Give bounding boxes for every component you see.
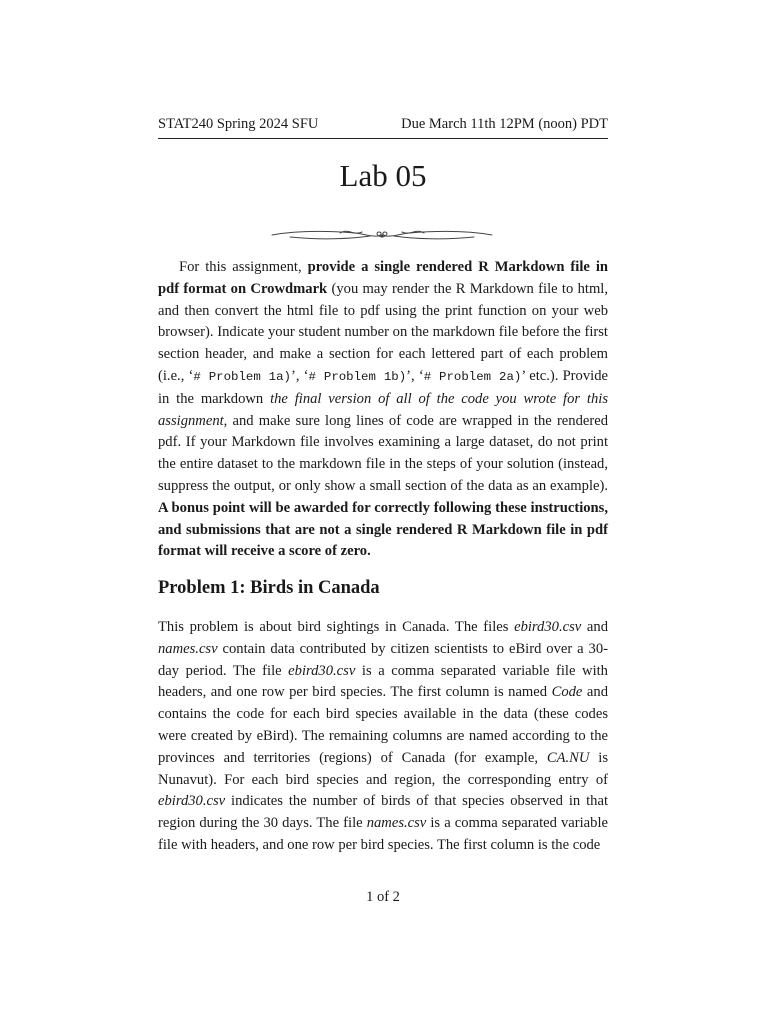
instructions-bold-requirement: provide a single rendered R Markdown file in pdf format on Crowdmark	[158, 259, 608, 297]
page-header	[158, 116, 608, 139]
page-title: Lab 05	[339, 158, 427, 193]
instructions-paragraph: For this assignment, provide a single rendered R Markdown file in pdf format on Crowdmark (you may render the R Markdown file to html, and then convert the html file to pdf using the print function on your web browser). Indicate your student number on the markdown file before the first section header, and make a section for each lettered part of each problem (i.e., ‘# Problem 1a)’, ‘# Problem 1b)’, ‘# Problem 2a)’ etc.). Provide in the markdown the final version of all of the code you wrote for this assignment, and make sure long lines of code are wrapped in the rendered pdf. If your Markdown file involves examining a large dataset, do not print the entire dataset to the markdown file in the steps of your solution (instead, suppress the output, or only show a small section of the data as an example). A bonus point will be awarded for correctly following these instructions, and submissions that are not a single rendered R Markdown file in pdf format will receive a score of zero.	[158, 259, 608, 560]
code-problem-2a: # Problem 2a)	[423, 369, 522, 384]
header-due-date: Due March 11th 12PM (noon) PDT	[401, 116, 608, 132]
ornament-divider-icon	[270, 224, 494, 246]
instructions-bonus-note: A bonus point will be awarded for correctly following these instructions, and submissions that are not a single rendered R Markdown file in pdf format will receive a score of zero.	[158, 499, 608, 560]
instructions-italic-note: the final version of all of the code you wrote for this assignment	[158, 390, 608, 429]
code-problem-1b: # Problem 1b)	[308, 369, 407, 384]
header-course: STAT240 Spring 2024 SFU	[158, 116, 319, 132]
section-heading-problem-1: Problem 1: Birds in Canada	[158, 578, 380, 598]
problem-1-paragraph: This problem is about bird sightings in Canada. The files ebird30.csv and names.csv contain data contributed by citizen scientists to eBird over a 30-day period. The file ebird30.csv is a comma separated variable file with headers, and one row per bird species. The first column is named Code and contains the code for each bird species available in the data (these codes were created by eBird). The remaining columns are named according to the provinces and territories (regions) of Canada (for example, CA.NU is Nunavut). For each bird species and region, the corresponding entry of ebird30.csv indicates the number of birds of that species observed in that region during the 30 days. The file names.csv is a comma separated variable file with headers, and one row per bird species. The first column is the code	[158, 619, 608, 853]
code-problem-1a: # Problem 1a)	[193, 369, 291, 384]
page-number: 1 of 2	[366, 889, 400, 905]
